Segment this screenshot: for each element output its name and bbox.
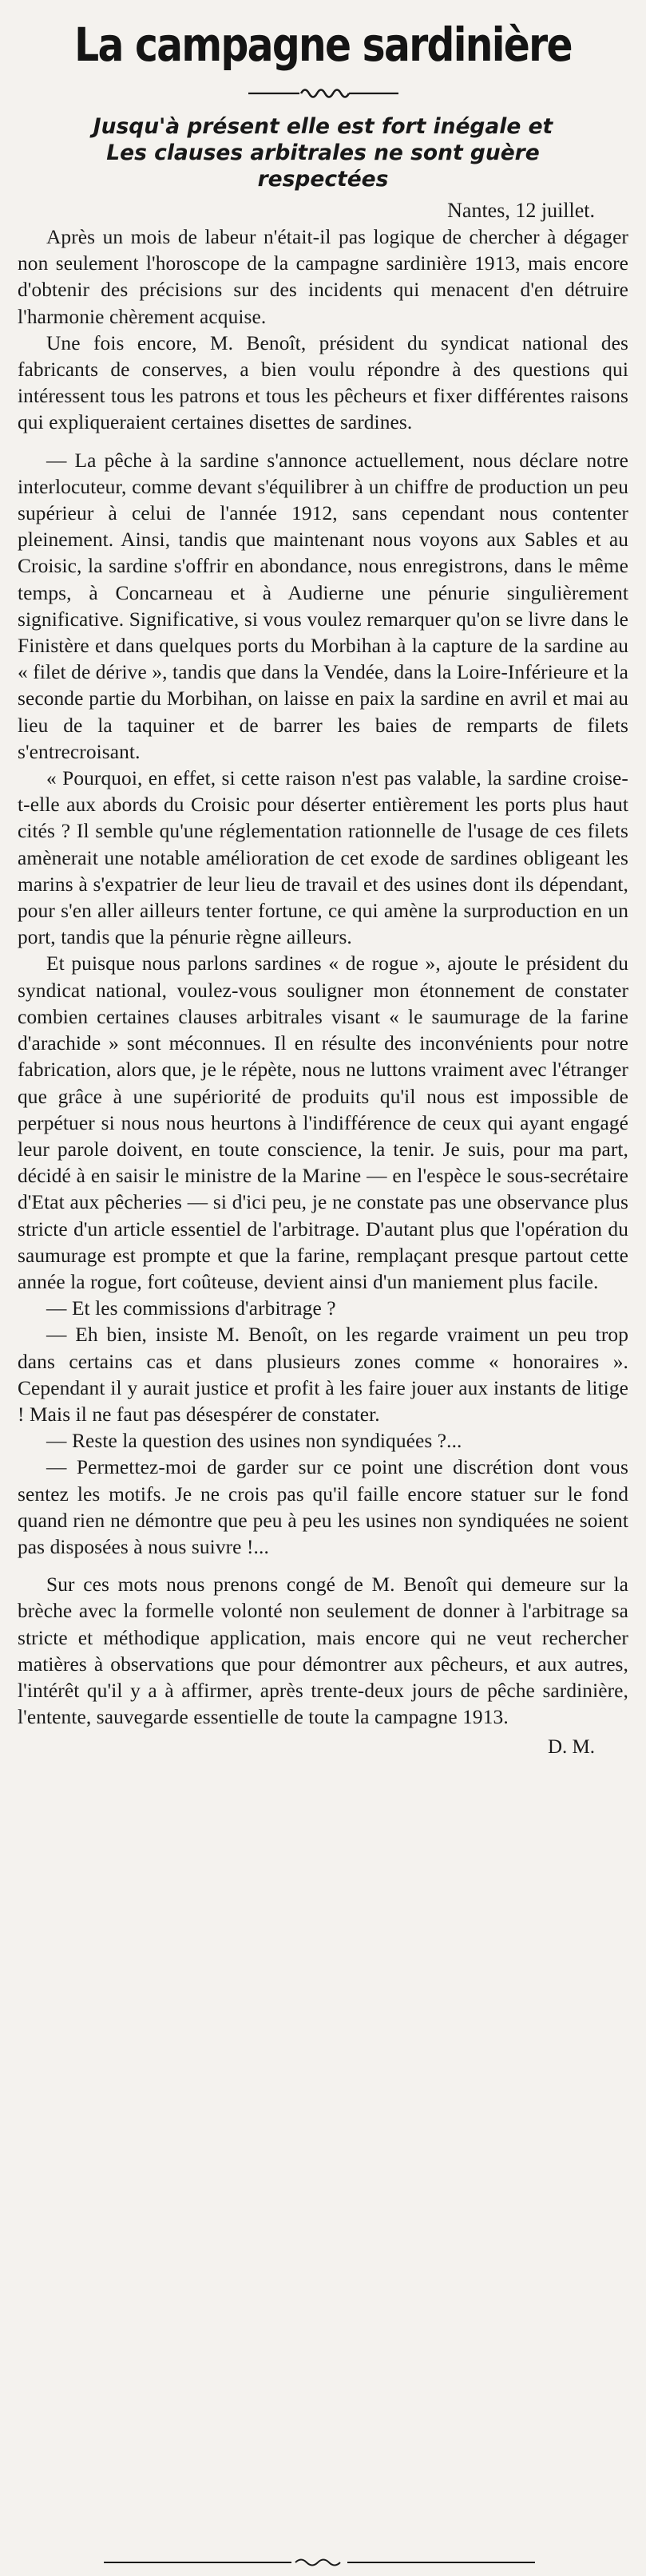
subhead-line: Les clauses arbitrales ne sont guère: [106, 140, 540, 165]
article-paragraph: « Pourquoi, en effet, si cette raison n'est pas valable, la sardine croise-t-elle aux abords du Croisic pour déserter entièrement les ports plus haut cités ? Il semble qu'une réglementation rationnelle de l'usage de ces filets amènerait une notable amélioration de cet exode de sardines obligeant les marins à s'expatrier de leur lieu de travail et des usines dont ils dépendant, pour s'en aller ailleurs tenter fortune, ce qui amène la surproduction en un port, tandis que la pénurie règne ailleurs.: [18, 767, 628, 949]
article-paragraph: — Reste la question des usines non syndiquées ?...: [46, 1430, 462, 1453]
article-body: [18, 224, 628, 1731]
article-paragraph: Une fois encore, M. Benoît, président du syndicat national des fabricants de conserves, a bien voulu répondre à des questions qui intéressent tous les patrons et tous les pêcheurs et fixer différentes raisons qui expliqueraient certaines disettes de sardines.: [18, 331, 628, 434]
article-paragraph: — Et les commissions d'arbitrage ?: [46, 1297, 336, 1320]
article-paragraph: Après un mois de labeur n'était-il pas logique de chercher à dégager non seulement l'horoscope de la campagne sardinière 1913, mais encore d'obtenir des précisions sur des incidents qui menacent d'en détruire l'harmonie chèrement acquise.: [18, 226, 628, 328]
article-paragraph: — Permettez-moi de garder sur ce point une discrétion dont vous sentez les motifs. Je ne crois pas qu'il faille encore statuer sur le fond quand rien ne démontre que peu à peu les usines non syndiquées ne soient pas disposées à nous suivre !...: [18, 1456, 628, 1558]
subhead-line: Jusqu'à présent elle est fort inégale et: [93, 114, 553, 139]
end-rule: [104, 2557, 535, 2568]
article-paragraph: Et puisque nous parlons sardines « de rogue », ajoute le président du syndicat national, voulez-vous souligner mon étonnement de constater combien certaines clauses arbitrales visant « le saumurage de la farine d'arachide » sont méconnues. Il en résulte des inconvénients pour notre fabrication, alors que, je le répète, nous ne luttons vraiment avec l'étranger que grâce à une supériorité de produits qu'il nous est impossible de perpétuer si nous nous heurtons à l'indifférence de ceux qui ayant engagé leur parole doivent, en toute conscience, la tenir. Je suis, pour ma part, décidé à en saisir le ministre de la Marine — en l'espèce le sous-secrétaire d'Etat aux pêcheries — si d'ici peu, je ne constate pas une observance plus stricte d'un article essentiel de l'arbitrage. D'autant plus que l'opération du saumurage est prompte et que la farine, remplaçant presque partout cette année la rogue, fort coûteuse, devient ainsi d'un maniement plus facile.: [18, 952, 628, 1293]
article-subhead: [18, 113, 628, 192]
article-headline: La campagne sardinière: [74, 18, 572, 72]
article-paragraph: Sur ces mots nous prenons congé de M. Benoît qui demeure sur la brèche avec la formelle volonté non seulement de donner à l'arbitrage sa stricte et méthodique application, mais encore qui ne veut rechercher matières à observations que pour démontrer aux pêcheurs, et aux autres, l'intérêt qu'il y a à affirmer, après trente-deux jours de pêche sardinière, l'entente, sauvegarde essentielle de toute la campagne 1913.: [18, 1573, 628, 1729]
ornament-divider: [244, 83, 403, 104]
author-signature: D. M.: [547, 1736, 595, 1759]
dateline: Nantes, 12 juillet.: [447, 199, 595, 222]
article-paragraph: — La pêche à la sardine s'annonce actuellement, nous déclare notre interlocuteur, comme devant s'équilibrer à un chiffre de production un peu supérieur à celui de l'année 1912, sans cependant nous contenter pleinement. Ainsi, tandis que maintenant nous voyons aux Sables et au Croisic, la sardine s'offrir en abondance, nous enregistrons, dans le même temps, à Concarneau et à Audierne une pénurie singulièrement significative. Significative, si vous voulez remarquer qu'on se livre dans le Finistère et dans quelques ports du Morbihan à la capture de la sardine au « filet de dérive », tandis que dans la Vendée, dans la Loire-Inférieure et la seconde partie du Morbihan, on laisse en paix la sardine en avril et mai au lieu de la taquiner et de barrer les baies de remparts de filets s'entrecroisant.: [18, 449, 628, 763]
article-paragraph: — Eh bien, insiste M. Benoît, on les regarde vraiment un peu trop dans certains cas et dans plusieurs zones comme « honoraires ». Cependant il y aurait justice et profit à les faire jouer aux instants de litige ! Mais il ne faut pas désespérer de constater.: [18, 1324, 628, 1426]
subhead-line: respectées: [257, 167, 389, 192]
